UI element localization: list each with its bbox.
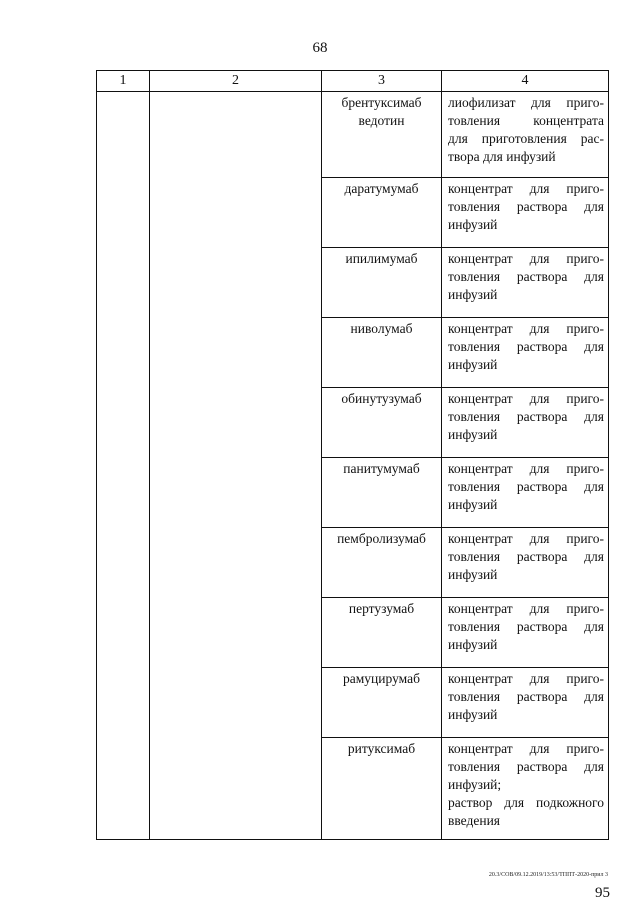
dosage-form-line: товления раствора для [448,479,604,494]
dosage-form-cell [442,458,609,528]
dosage-form-line: введения [448,813,501,828]
drug-name-cell [322,528,442,598]
dosage-form-line: инфузий [448,217,498,232]
dosage-form-line: товления концентрата [448,113,604,128]
drug-name-line: ниволумаб [350,321,413,336]
dosage-form-line: инфузий [448,357,498,372]
drug-table [96,70,609,840]
drug-name-line: брентуксимаб [341,95,422,110]
drug-name-line: панитумумаб [343,461,420,476]
dosage-form-line: инфузий [448,287,498,302]
drug-name-line: даратумумаб [344,181,419,196]
dosage-form-cell [442,668,609,738]
column-header-2: 2 [150,71,322,92]
dosage-form-line: концентрат для приго- [448,461,604,476]
dosage-form-cell [442,528,609,598]
dosage-form-cell [442,248,609,318]
dosage-form-line: инфузий [448,497,498,512]
dosage-form-cell [442,318,609,388]
dosage-form-line: лиофилизат для приго- [448,95,604,110]
dosage-form-line: раствор для подкожного [448,795,604,810]
drug-name-cell [322,668,442,738]
dosage-form-line: концентрат для приго- [448,601,604,616]
dosage-form-line: концентрат для приго- [448,741,604,756]
table-row [97,92,609,178]
drug-name-cell [322,318,442,388]
drug-name-cell [322,598,442,668]
dosage-form-cell [442,388,609,458]
table-header-row [97,71,609,92]
dosage-form-line: товления раствора для [448,689,604,704]
dosage-form-line: концентрат для приго- [448,251,604,266]
dosage-form-line: товления раствора для [448,199,604,214]
column-header-1: 1 [97,71,150,92]
dosage-form-line: инфузий [448,567,498,582]
dosage-form-line: концентрат для приго- [448,671,604,686]
drug-name-line: ритуксимаб [347,741,416,756]
drug-name-cell [322,738,442,840]
dosage-form-line: товления раствора для [448,339,604,354]
dosage-form-cell [442,178,609,248]
drug-name-line: ипилимумаб [345,251,418,266]
document-footer-code: 20.3/СОВ/09.12.2019/13:53/ТППТ-2020-прил 3 [488,872,608,878]
dosage-form-line: для приготовления рас- [448,131,604,146]
dosage-form-line: концентрат для приго- [448,321,604,336]
drug-name-cell [322,92,442,178]
column-1-cell [97,92,150,840]
drug-name-line: обинутузумаб [341,391,422,406]
drug-name-line: рамуцирумаб [343,671,420,686]
page-number: 68 [312,40,328,56]
column-2-cell [150,92,322,840]
dosage-form-line: инфузий [448,427,498,442]
dosage-form-line: концентрат для приго- [448,391,604,406]
dosage-form-cell [442,92,609,178]
drug-name-line: ведотин [358,113,405,128]
drug-name-cell [322,388,442,458]
drug-name-line: пертузумаб [348,601,415,616]
drug-name-cell [322,458,442,528]
dosage-form-line: товления раствора для [448,619,604,634]
dosage-form-line: инфузий; [448,777,502,792]
table-body [97,92,609,840]
drug-name-line: пембролизумаб [337,531,426,546]
bottom-page-number: 95 [595,885,610,901]
dosage-form-line: концентрат для приго- [448,531,604,546]
dosage-form-line: инфузий [448,707,498,722]
dosage-form-line: товления раствора для [448,269,604,284]
dosage-form-line: товления раствора для [448,759,604,774]
column-header-4: 4 [442,71,609,92]
dosage-form-line: твора для инфузий [448,149,556,164]
dosage-form-line: концентрат для приго- [448,181,604,196]
column-header-3: 3 [322,71,442,92]
dosage-form-cell [442,738,609,840]
dosage-form-cell [442,598,609,668]
dosage-form-line: товления раствора для [448,549,604,564]
dosage-form-line: инфузий [448,637,498,652]
dosage-form-line: товления раствора для [448,409,604,424]
drug-name-cell [322,178,442,248]
drug-name-cell [322,248,442,318]
